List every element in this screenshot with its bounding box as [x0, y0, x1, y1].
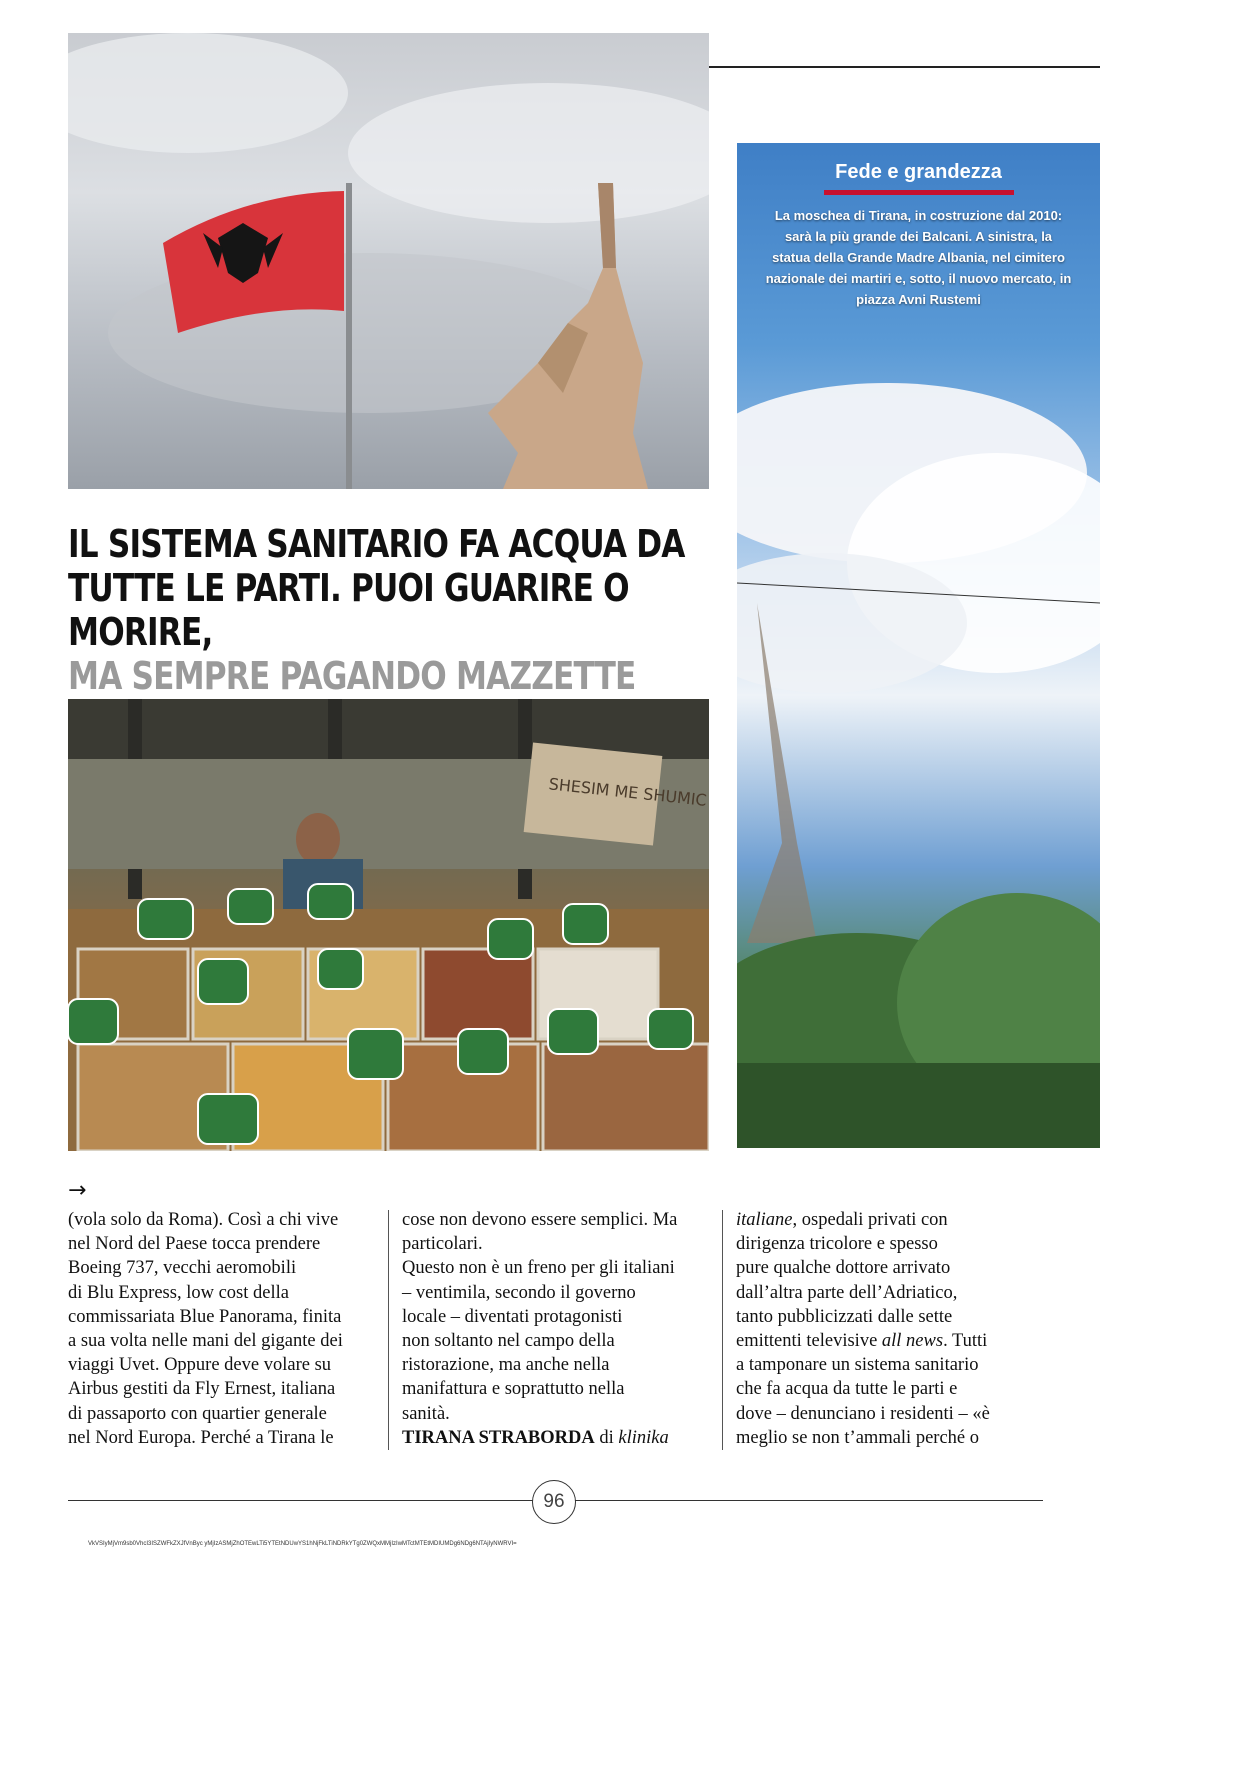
- text-line: [736, 1208, 1041, 1232]
- text-line: Airbus gestiti da Fly Ernest, italiana: [68, 1379, 336, 1400]
- text-line: (vola solo da Roma). Così a chi vive: [68, 1210, 339, 1230]
- subhead-bold: TIRANA STRABORDA: [402, 1427, 595, 1448]
- text-column-1: [68, 1208, 373, 1450]
- photo-market: [68, 699, 709, 1151]
- text-line: sanità.: [402, 1403, 450, 1424]
- text-line: Boeing 737, vecchi aeromobili: [68, 1258, 297, 1279]
- footer-code: VkVSIyMjVm9sb0VhcI3ISZWFkZXJfVnByc yMjIzASMjZhOTEwLTi5YTEtNDUwYS1hNjFkLTiNDRkYTg0ZWQxMMjIzIwMTctMTEtMDIUMDg6NDg6NTAjIyNWRVI=: [88, 1541, 517, 1547]
- headline-line-2: TUTTE LE PARTI. PUOI GUARIRE O MORIRE,: [68, 566, 629, 654]
- text-line: manifattura e soprattutto nella: [402, 1379, 625, 1400]
- text-line: tanto pubblicizzati dalle sette: [736, 1306, 953, 1327]
- text-part: . Tutti: [943, 1331, 988, 1352]
- text-line: [736, 1329, 1041, 1353]
- text-rest: , ospedali privati con: [792, 1210, 948, 1230]
- text-part: emittenti televisive: [736, 1331, 882, 1352]
- text-line: a tamponare un sistema sanitario: [736, 1355, 979, 1376]
- column-divider: [722, 1210, 723, 1450]
- text-line: locale – diventati protagonisti: [402, 1306, 623, 1327]
- caption-title: Fede e grandezza: [835, 161, 1002, 183]
- text-italic: italiane: [736, 1210, 793, 1230]
- text-column-3: [736, 1208, 1041, 1450]
- headline-line-3: MA SEMPRE PAGANDO MAZZETTE: [68, 654, 636, 698]
- text-line: cose non devono essere semplici. Ma: [402, 1210, 678, 1230]
- page-number: 96: [532, 1480, 576, 1524]
- text-column-2: [402, 1208, 712, 1450]
- flag-statue-illustration: [68, 33, 709, 489]
- text-line: commissariata Blue Panorama, finita: [68, 1306, 342, 1327]
- text-line: viaggi Uvet. Oppure deve volare su: [68, 1355, 332, 1376]
- text-line: di passaporto con quartier generale: [68, 1403, 327, 1424]
- text-italic: all news: [881, 1331, 944, 1352]
- text-line: – ventimila, secondo il governo: [402, 1282, 636, 1303]
- market-illustration: [68, 699, 709, 1151]
- headline-line-1: IL SISTEMA SANITARIO FA ACQUA DA: [68, 522, 685, 566]
- text-line: a sua volta nelle mani del gigante dei: [68, 1331, 343, 1352]
- text-line: che fa acqua da tutte le parti e: [736, 1379, 958, 1400]
- text-line: nel Nord Europa. Perché a Tirana le: [68, 1427, 334, 1448]
- text-line: ristorazione, ma anche nella: [402, 1355, 610, 1376]
- text-line: Questo non è un freno per gli italiani: [402, 1258, 675, 1279]
- photo-flag-statue: [68, 33, 709, 489]
- text-line: pure qualche dottore arrivato: [736, 1258, 951, 1279]
- text-line: dove – denunciano i residenti – «è: [736, 1403, 990, 1424]
- caption-red-bar: [824, 190, 1014, 195]
- text-line: non soltanto nel campo della: [402, 1331, 615, 1352]
- text-line: meglio se non t’ammali perché o: [736, 1427, 979, 1448]
- caption-text: La moschea di Tirana, in costruzione dal 2010: sarà la più grande dei Balcani. A sinistra, la statua della Grande Madre Albania, nel cimitero nazionale dei martiri e, sotto, il nuovo mercato, in piazza Avni Rustemi: [765, 208, 1072, 307]
- text-line-subhead: [402, 1426, 712, 1450]
- text-line: nel Nord del Paese tocca prendere: [68, 1234, 321, 1255]
- top-rule: [709, 66, 1100, 68]
- subhead-italic: klinika: [618, 1427, 669, 1448]
- continuation-arrow: →: [68, 1178, 87, 1203]
- caption-box: [737, 143, 1100, 310]
- subhead-rest: di: [594, 1427, 619, 1448]
- column-divider: [388, 1210, 389, 1450]
- text-line: di Blu Express, low cost della: [68, 1282, 289, 1303]
- headline: [68, 522, 724, 698]
- text-line: dirigenza tricolore e spesso: [736, 1234, 938, 1255]
- text-line: particolari.: [402, 1234, 483, 1255]
- market-sign: SHESIM ME SHUMIC: [547, 774, 708, 810]
- text-line: dall’altra parte dell’Adriatico,: [736, 1282, 958, 1303]
